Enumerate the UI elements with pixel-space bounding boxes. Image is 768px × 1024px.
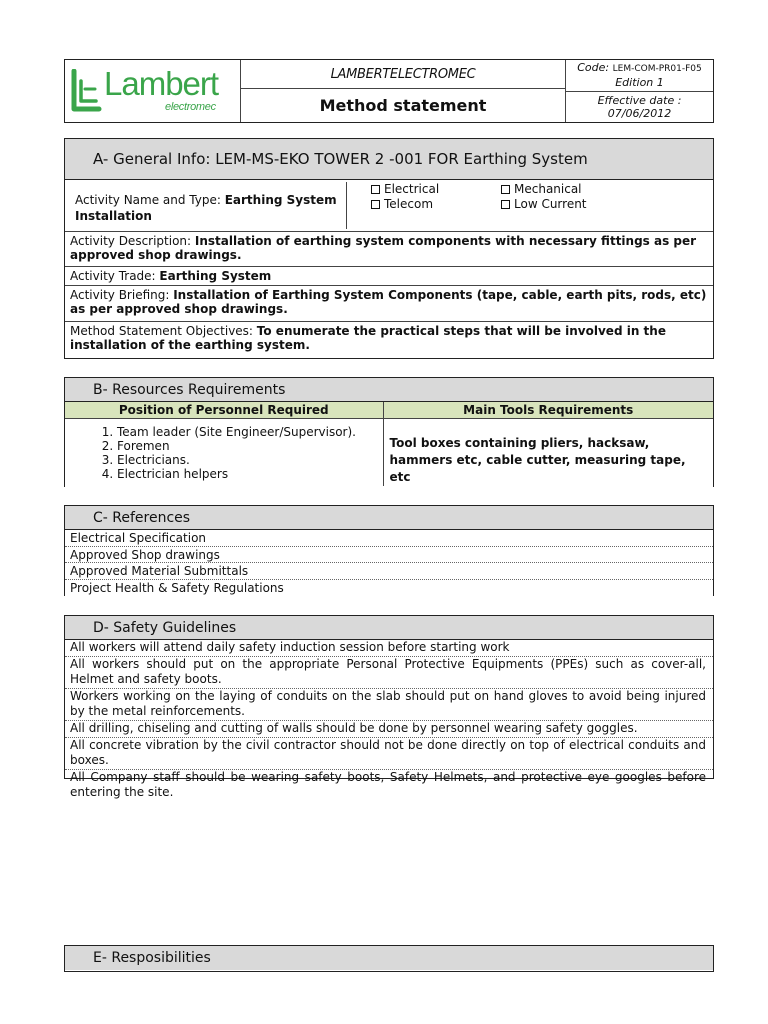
checkbox-icon[interactable]	[371, 185, 380, 194]
code-value: LEM-COM-PR01-F05	[612, 64, 702, 75]
document-code-cell	[566, 60, 713, 92]
resources-section	[64, 377, 714, 487]
safety-item: Workers working on the laying of conduits on the slab should put on hand gloves to avoid being injured by the metal reinforcements.	[65, 689, 713, 721]
option-label: Electrical	[384, 182, 440, 196]
option-electrical[interactable]	[371, 182, 501, 197]
tools-column-header: Main Tools Requirements	[383, 402, 713, 418]
effective-date-label: Effective date :	[597, 93, 682, 107]
general-info-heading: A- General Info: LEM-MS-EKO TOWER 2 -001 FOR Earthing System	[65, 139, 713, 180]
personnel-item: 2. Foremen	[117, 439, 383, 453]
safety-heading: D- Safety Guidelines	[65, 616, 713, 640]
checkbox-icon[interactable]	[371, 200, 380, 209]
tools-cell	[383, 418, 713, 486]
activity-name-row	[65, 180, 713, 231]
reference-item: Approved Shop drawings	[65, 547, 713, 564]
personnel-item: 3. Electricians.	[117, 453, 383, 467]
option-label: Mechanical	[514, 182, 582, 196]
document-title: Method statement	[319, 96, 487, 115]
reference-item: Approved Material Submittals	[65, 563, 713, 580]
safety-item: All Company staff should be wearing safety boots, Safety Helmets, and protective eye googles before entering the site.	[70, 770, 706, 799]
checkbox-icon[interactable]	[501, 200, 510, 209]
tools-text: Tool boxes containing pliers, hacksaw, hammers etc, cable cutter, measuring tape, etc	[389, 435, 686, 484]
safety-item: All workers will attend daily safety induction session before starting work	[65, 640, 713, 657]
personnel-item: 1. Team leader (Site Engineer/Supervisor).	[117, 425, 383, 439]
personnel-column-header: Position of Personnel Required	[65, 402, 383, 418]
personnel-cell	[65, 418, 383, 486]
objectives-value: To enumerate the practical steps that will be involved in the installation of the earthing system.	[70, 324, 666, 352]
organization-name: LAMBERTELECTROMEC	[241, 60, 565, 89]
general-info-section	[64, 138, 714, 359]
option-label: Telecom	[384, 197, 434, 211]
briefing-value: Installation of Earthing System Components (tape, cable, earth pits, rods, etc) as per approved shop drawings.	[70, 288, 707, 316]
briefing-label: Activity Briefing:	[70, 288, 174, 302]
responsibilities-heading: E- Resposibilities	[65, 946, 713, 970]
option-mechanical[interactable]	[501, 182, 708, 197]
company-logo	[65, 60, 241, 122]
lambert-logo-icon	[71, 69, 103, 113]
effective-date: 07/06/2012	[607, 106, 672, 120]
resources-table	[65, 402, 713, 486]
activity-name-value: Earthing System Installation	[75, 193, 337, 223]
document-header	[64, 59, 714, 123]
references-section	[64, 505, 714, 596]
activity-name-label: Activity Name and Type:	[75, 193, 225, 207]
reference-item: Project Health & Safety Regulations	[70, 580, 284, 595]
personnel-list	[65, 419, 383, 481]
trade-label: Activity Trade:	[70, 269, 160, 283]
description-label: Activity Description:	[70, 234, 195, 248]
objectives-row	[65, 321, 713, 357]
edition: Edition 1	[615, 76, 664, 90]
activity-description-row	[65, 231, 713, 266]
objectives-label: Method Statement Objectives:	[70, 324, 257, 338]
reference-item: Electrical Specification	[65, 530, 713, 547]
effective-date-cell	[566, 92, 713, 123]
option-telecom[interactable]	[371, 197, 501, 212]
safety-section	[64, 615, 714, 799]
personnel-item: 4. Electrician helpers	[117, 467, 383, 481]
option-low-current[interactable]	[501, 197, 708, 212]
description-value: Installation of earthing system components with necessary fittings as per approved shop drawings.	[70, 234, 697, 262]
trade-value: Earthing System	[159, 269, 272, 283]
activity-briefing-row	[65, 285, 713, 321]
checkbox-icon[interactable]	[501, 185, 510, 194]
code-label: Code:	[577, 61, 610, 75]
responsibilities-section	[64, 945, 714, 972]
resources-heading: B- Resources Requirements	[65, 378, 713, 402]
references-heading: C- References	[65, 506, 713, 530]
logo-subtitle: electromec	[165, 101, 216, 113]
logo-name: Lambert	[104, 65, 219, 102]
option-label: Low Current	[514, 197, 587, 211]
activity-type-options	[347, 182, 708, 229]
safety-item: All workers should put on the appropriate Personal Protective Equipments (PPEs) such as cover-all, Helmet and safety boots.	[65, 657, 713, 689]
safety-item: All concrete vibration by the civil contractor should not be done directly on top of electrical conduits and boxes.	[65, 738, 713, 770]
safety-item: All drilling, chiseling and cutting of walls should be done by personnel wearing safety goggles.	[65, 721, 713, 738]
activity-trade-row	[65, 266, 713, 285]
